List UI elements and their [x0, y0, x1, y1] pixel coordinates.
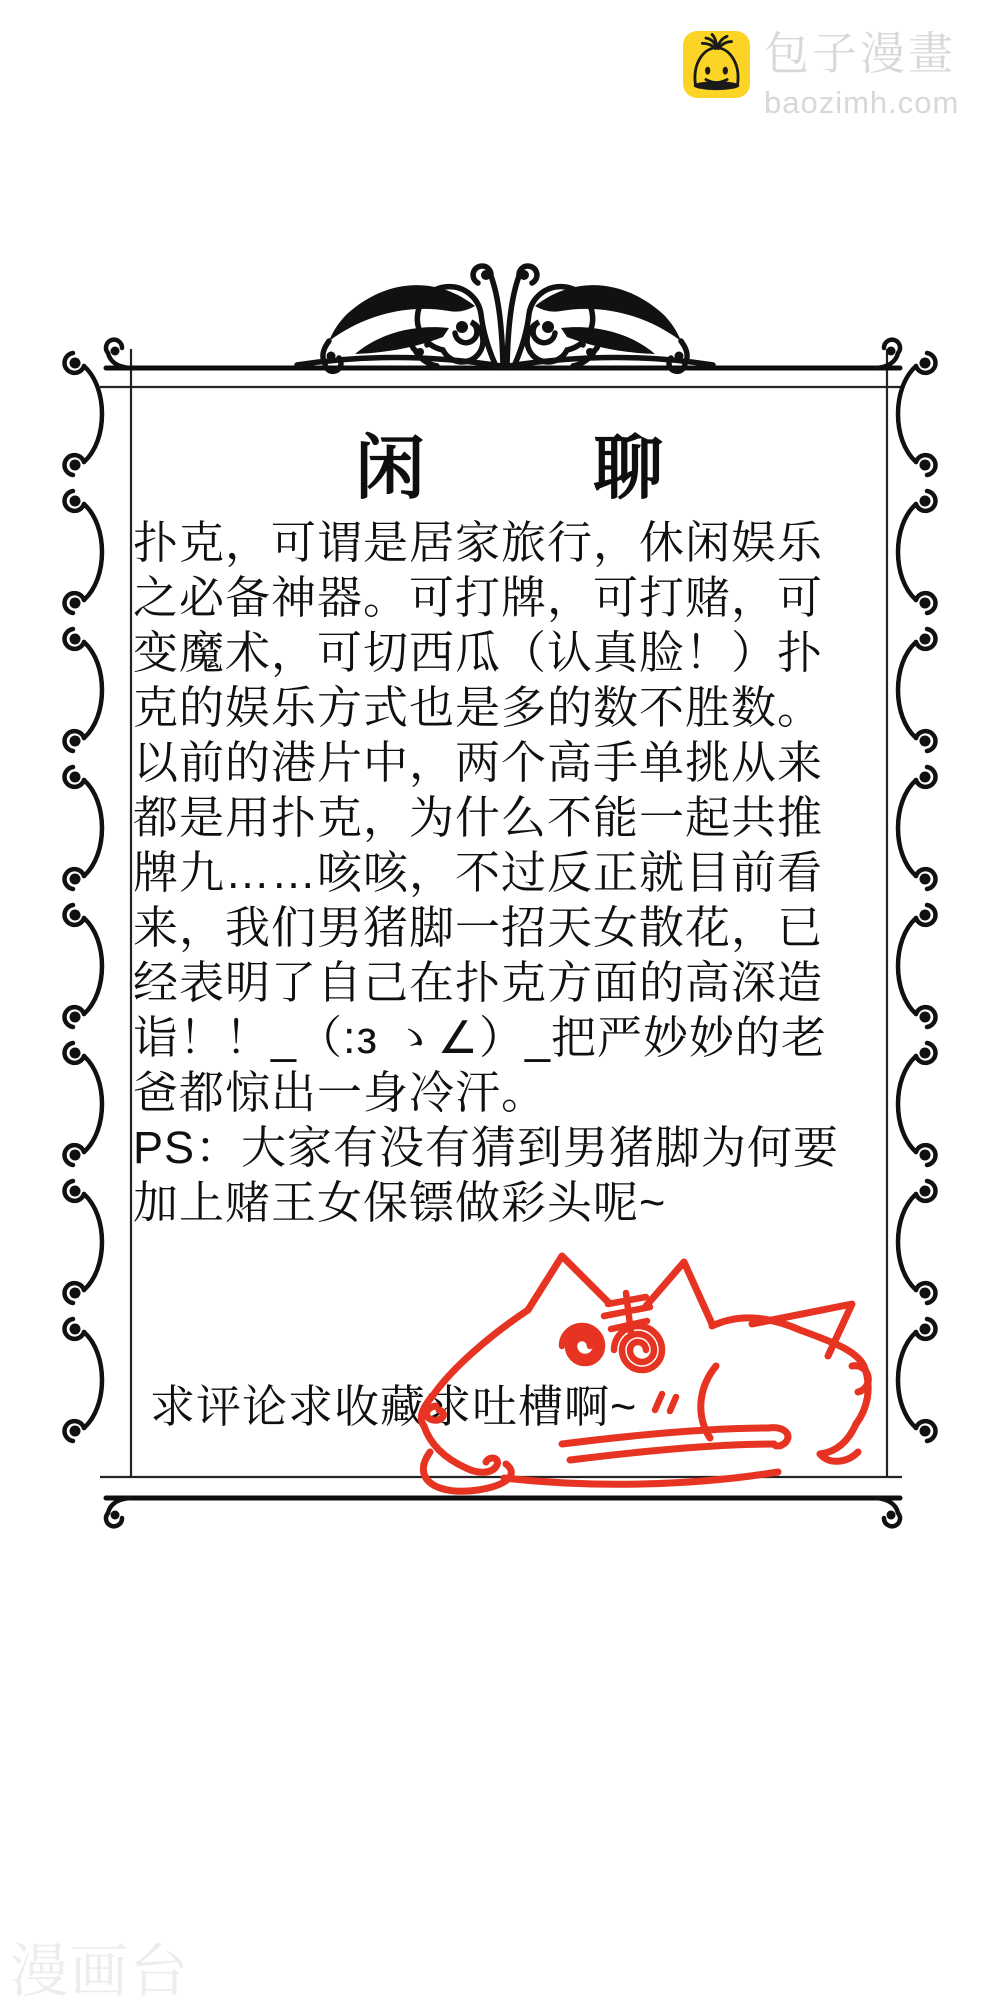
title-char-2: 聊 — [593, 429, 663, 507]
body-text-line: 爸都惊出一身冷汗。 — [133, 1067, 548, 1118]
body-text-line: 来，我们男猪脚一招天女散花，已 — [133, 902, 824, 953]
body-text-line: 加上赌王女保镖做彩头呢~ — [133, 1177, 667, 1228]
body-text-line: 经表明了自己在扑克方面的高深造 — [133, 957, 824, 1008]
body-text-line: PS：大家有没有猜到男猪脚为何要 — [133, 1122, 840, 1173]
body-text-line: 以前的港片中，两个高手单挑从来 — [133, 737, 824, 788]
body-text-line: 诣！！_（:з ゝ∠）_把严妙妙的老 — [133, 1012, 828, 1063]
plea-line: 求评论求收藏求吐槽啊~ — [150, 1381, 638, 1432]
body-text-line: 之必备神器。可打牌，可打赌，可 — [133, 572, 824, 623]
dizzy-pig-illustration — [412, 1246, 892, 1496]
body-text-line: 变魔术，可切西瓜（认真脸！）扑 — [133, 627, 824, 678]
panel-title — [131, 412, 887, 513]
body-text-line: 牌九……咳咳，不过反正就目前看 — [133, 847, 824, 898]
body-text-line: 都是用扑克，为什么不能一起共推 — [133, 792, 824, 843]
manhuatai-watermark: 漫画台 — [10, 1939, 191, 2000]
site-name: 包子漫畫 — [764, 28, 957, 79]
title-char-1: 闲 — [355, 429, 425, 507]
note-body — [133, 515, 903, 1230]
body-text-line: 克的娱乐方式也是多的数不胜数。 — [133, 682, 824, 733]
body-text-line: 扑克，可谓是居家旅行，休闲娱乐 — [133, 517, 824, 568]
site-url: baozimh.com — [764, 85, 960, 120]
